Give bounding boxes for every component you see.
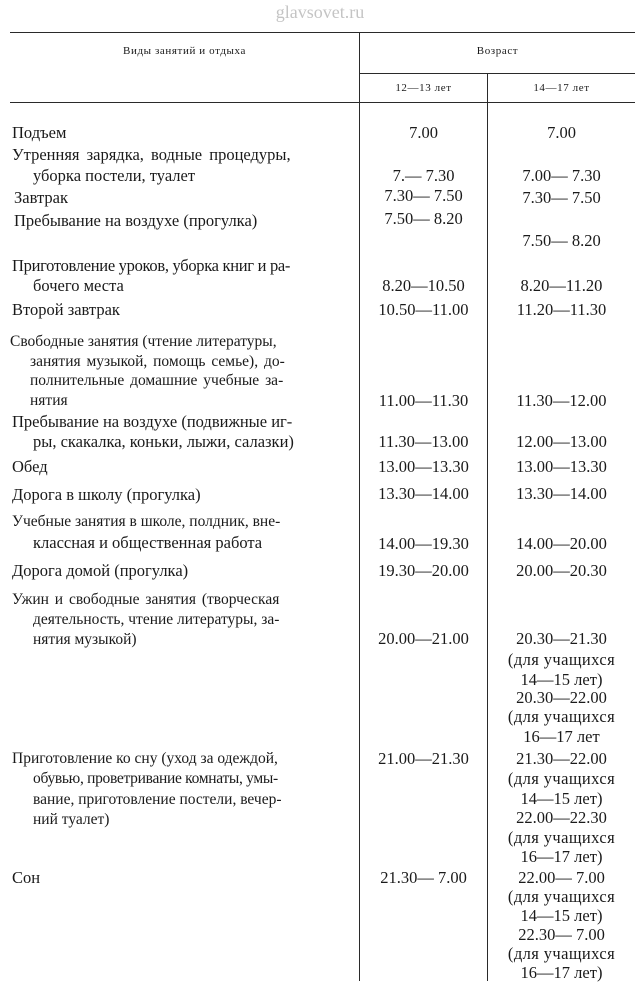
time-note: (для учащихся	[507, 769, 616, 788]
time-14-17: 14.00—20.00	[516, 534, 607, 553]
activity-text: Учебные занятия в школе, полдник, вне-	[12, 513, 281, 530]
activity-text: Обед	[12, 457, 48, 476]
activity-text: полнительные домашние учебные за-	[30, 372, 284, 389]
activity-text: нятия музыкой)	[33, 631, 137, 648]
time-14-17: 20.30—21.30	[516, 629, 607, 648]
time-12-13: 7.30— 7.50	[384, 186, 463, 205]
time-14-17: 7.30— 7.50	[522, 188, 601, 207]
activity-text: Сон	[12, 868, 41, 887]
time-note: (для учащихся	[507, 944, 616, 963]
time-14-17: 7.50— 8.20	[522, 231, 601, 250]
time-14-17: 11.30—12.00	[516, 391, 607, 410]
activity-text: Утренняя зарядка, водные процедуры,	[12, 145, 291, 164]
activity-text: обувью, проветривание комнаты, умы-	[33, 770, 278, 787]
time-note: 14—15 лет)	[520, 670, 603, 689]
time-12-13: 7.50— 8.20	[384, 209, 463, 228]
time-14-17: 11.20—11.30	[516, 300, 607, 319]
header-bottom-rule	[10, 102, 635, 103]
activity-text: вание, приготовление постели, вечер-	[33, 791, 282, 808]
header-age-12-13: 12—13 лет	[395, 82, 452, 94]
time-note: 14—15 лет)	[520, 906, 603, 925]
age-header-rule	[359, 73, 635, 74]
activity-text: Пребывание на воздухе (подвижные иг-	[12, 412, 293, 431]
activity-text: Второй завтрак	[12, 300, 120, 319]
time-note: (для учащихся	[507, 828, 616, 847]
time-note: (для учащихся	[507, 650, 616, 669]
time-note: 16—17 лет)	[520, 847, 603, 866]
time-note: 16—17 лет)	[520, 963, 603, 982]
time-12-13: 7.00	[409, 123, 438, 142]
activity-text: Приготовление уроков, уборка книг и ра-	[12, 256, 291, 275]
time-14-17: 12.00—13.00	[516, 432, 607, 451]
time-14-17: 7.00	[547, 123, 576, 142]
time-14-17: 22.00— 7.00	[518, 868, 605, 887]
activity-text: Завтрак	[14, 188, 68, 207]
activity-text: Подъем	[12, 123, 67, 142]
time-12-13: 11.00—11.30	[378, 391, 469, 410]
time-note: 14—15 лет)	[520, 789, 603, 808]
time-12-13: 21.30— 7.00	[380, 868, 467, 887]
time-note: (для учащихся	[507, 707, 616, 726]
header-activity: Виды занятий и отдыха	[123, 45, 246, 57]
time-note: (для учащихся	[507, 887, 616, 906]
activity-text: занятия музыкой, помощь семье), до-	[30, 353, 285, 370]
activity-text: Дорога домой (прогулка)	[12, 561, 189, 580]
activity-text: уборка постели, туалет	[33, 166, 196, 185]
time-12-13: 10.50—11.00	[378, 300, 469, 319]
activity-text: классная и общественная работа	[33, 533, 263, 552]
time-12-13: 21.00—21.30	[378, 749, 469, 768]
time-14-17: 22.30— 7.00	[518, 925, 605, 944]
time-12-13: 14.00—19.30	[378, 534, 469, 553]
time-14-17: 13.00—13.30	[516, 457, 607, 476]
activity-text: ний туалет)	[33, 811, 110, 828]
time-14-17: 7.00— 7.30	[522, 166, 601, 185]
time-12-13: 20.00—21.00	[378, 629, 469, 648]
time-12-13: 19.30—20.00	[378, 561, 469, 580]
activity-text: Свободные занятия (чтение литературы,	[10, 333, 277, 350]
time-14-17: 8.20—11.20	[520, 276, 603, 295]
time-12-13: 13.00—13.30	[378, 457, 469, 476]
activity-text: нятия	[30, 392, 68, 409]
time-12-13: 11.30—13.00	[378, 432, 469, 451]
activity-text: бочего места	[33, 276, 124, 295]
header-age-14-17: 14—17 лет	[533, 82, 590, 94]
activity-text: Пребывание на воздухе (прогулка)	[14, 211, 258, 230]
time-14-17: 13.30—14.00	[516, 484, 607, 503]
time-14-17: 20.00—20.30	[516, 561, 607, 580]
time-14-17: 22.00—22.30	[516, 808, 607, 827]
time-12-13: 7.— 7.30	[392, 166, 455, 185]
activity-text: Дорога в школу (прогулка)	[12, 485, 201, 504]
activity-text: Приготовление ко сну (уход за одеждой,	[12, 750, 278, 767]
activity-text: деятельность, чтение литературы, за-	[33, 611, 280, 628]
time-note: 16—17 лет	[523, 727, 600, 746]
time-14-17: 21.30—22.00	[516, 749, 607, 768]
watermark: glavsovet.ru	[275, 2, 365, 22]
header-age: Возраст	[476, 45, 519, 57]
time-14-17: 20.30—22.00	[516, 688, 607, 707]
time-12-13: 8.20—10.50	[382, 276, 465, 295]
time-12-13: 13.30—14.00	[378, 484, 469, 503]
activity-text: ры, скакалка, коньки, лыжи, салазки)	[33, 432, 294, 451]
activity-text: Ужин и свободные занятия (творческая	[12, 591, 280, 608]
table-top-rule	[10, 32, 635, 33]
